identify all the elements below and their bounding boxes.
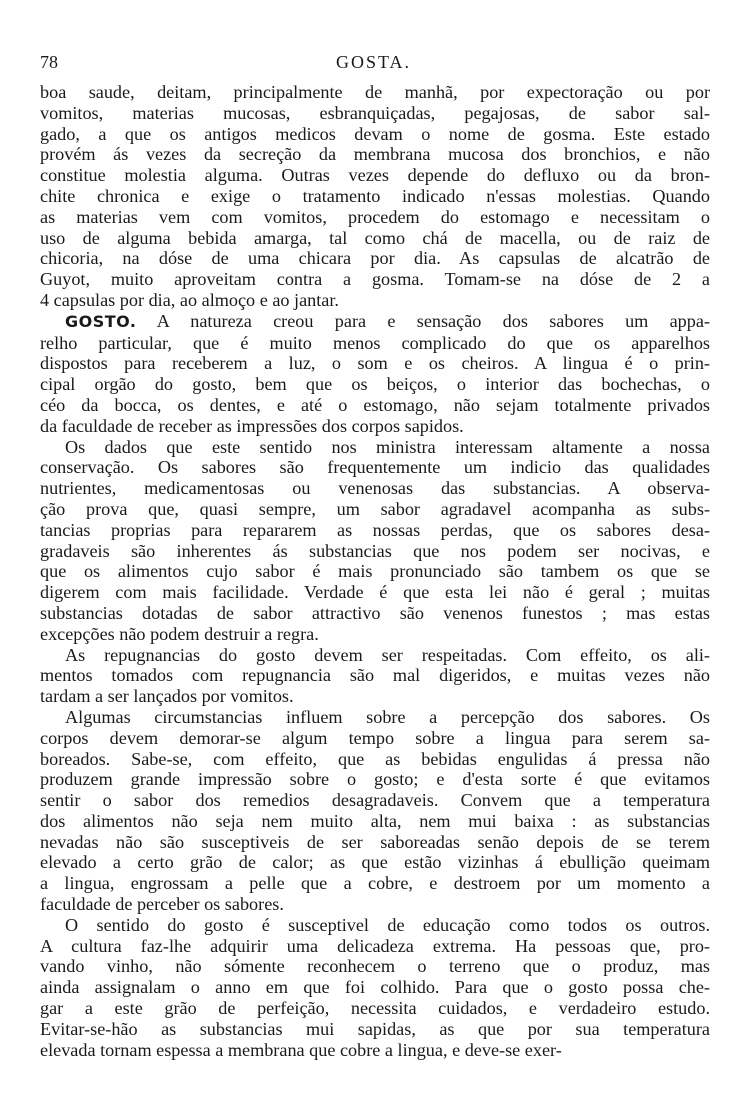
paragraph — [40, 707, 710, 915]
text-line: chite chronica e exige o tratamento indicado n'essas molestias. Quando — [40, 185, 710, 206]
text-line: conservação. Os sabores são frequentemente um indicio das qualidades — [40, 457, 710, 478]
text-line: boa saude, deitam, principalmente de manhã, por expectoração ou por — [40, 82, 710, 102]
entry-headword: GOSTO. — [65, 311, 137, 331]
text-line: elevada tornam espessa a membrana que cobre a lingua, e deve-se exer- — [40, 1039, 562, 1060]
text-line: gado, a que os antigos medicos devam o nome de gosma. Este estado — [40, 123, 710, 144]
text-line: O sentido do gosto é susceptivel de educação como todos os outros. — [65, 914, 710, 935]
text-line: excepções não podem destruir a regra. — [40, 623, 319, 644]
text-line: da faculdade de receber as impressões dos corpos sapidos. — [40, 415, 464, 436]
text-line: a lingua, engrossam a pelle que a cobre, e destroem por um momento a — [40, 873, 710, 894]
text-line: chicoria, na dóse de uma chicara por dia. As capsulas de alcatrão de — [40, 248, 710, 269]
text-line: sentir o sabor dos remedios desagradaveis. Convem que a temperatura — [40, 790, 710, 811]
text-line: corpos devem demorar-se algum tempo sobre a lingua para serem sa- — [40, 727, 710, 748]
text-line: faculdade de perceber os sabores. — [40, 894, 284, 915]
text-line: Os dados que este sentido nos ministra interessam altamente a nossa — [65, 436, 710, 457]
text-line: Algumas circumstancias influem sobre a percepção dos sabores. Os — [65, 706, 710, 727]
text-line: 4 capsulas por dia, ao almoço e ao jantar. — [40, 289, 339, 310]
text-line: A cultura faz-lhe adquirir uma delicadeza extrema. Ha pessoas que, pro- — [40, 935, 710, 956]
running-head: GOSTA. — [335, 52, 412, 72]
text-line: vando vinho, não sómente reconhecem o terreno que o produz, mas — [40, 956, 710, 977]
text-line: tardam a ser lançados por vomitos. — [40, 686, 294, 707]
paragraph — [40, 645, 710, 707]
text-line: Evitar-se-hão as substancias mui sapidas, as que por sua temperatura — [40, 1018, 710, 1039]
text-line: mentos tomados com repugnancia são mal digeridos, e muitas vezes não — [40, 665, 710, 686]
text-line: uso de alguma bebida amarga, tal como chá de macella, ou de raiz de — [40, 227, 710, 248]
text-line: nutrientes, medicamentosas ou venenosas das substancias. A observa- — [40, 478, 710, 499]
text-line: substancias dotadas de sabor attractivo são venenos funestos ; mas estas — [40, 602, 710, 623]
paragraph — [40, 82, 710, 311]
text-line: que os alimentos cujo sabor é mais pronunciado são tambem os que se — [40, 561, 710, 582]
text-line: provém ás vezes da secreção da membrana mucosa dos bronchios, e não — [40, 144, 710, 165]
paragraph — [40, 915, 710, 1061]
text-line: cipal orgão do gosto, bem que os beiços, o interior das bochechas, o — [40, 374, 710, 395]
page-number: 78 — [40, 52, 58, 72]
text-line: vomitos, materias mucosas, esbranquiçadas, pegajosas, de sabor sal- — [40, 102, 710, 123]
text-line: nevadas não são susceptiveis de ser saboreadas senão depois de se terem — [40, 831, 710, 852]
text-line: Guyot, muito aproveitam contra a gosma. Tomam-se na dóse de 2 a — [40, 269, 710, 290]
paragraph — [40, 311, 710, 437]
text-line: produzem grande impressão sobre o gosto; e d'esta sorte é que evitamos — [40, 769, 710, 790]
text-line: digerem com mais facilidade. Verdade é que esta lei não é geral ; muitas — [40, 582, 710, 603]
text-line: As repugnancias do gosto devem ser respeitadas. Com effeito, os ali- — [65, 644, 710, 665]
text-line: constitue molestia alguma. Outras vezes depende do defluxo ou da bron- — [40, 165, 710, 186]
text-line: boreados. Sabe-se, com effeito, que as bebidas engulidas á pressa não — [40, 748, 710, 769]
text-line: as materias vem com vomitos, procedem do estomago e necessitam o — [40, 206, 710, 227]
text-line: céo da bocca, os dentes, e até o estomago, não sejam totalmente privados — [40, 394, 710, 415]
text-line: dispostos para receberem a luz, o som e os cheiros. A lingua é o prin- — [40, 353, 710, 374]
text-line: tancias proprias para repararem as nossas perdas, que os sabores desa- — [40, 519, 710, 540]
page-header — [40, 52, 707, 76]
text-run: A natureza creou para e sensação dos sabores um appa- — [156, 310, 710, 331]
text-line — [40, 311, 710, 333]
text-line: gradaveis são inherentes ás substancias que nos podem ser nocivas, e — [40, 540, 710, 561]
text-line: dos alimentos não seja nem muito alta, nem mui baixa : as substancias — [40, 810, 710, 831]
text-line: ainda assignalam o anno em que foi colhido. Para que o gosto possa che- — [40, 977, 710, 998]
text-line: gar a este grão de perfeição, necessita cuidados, e verdadeiro estudo. — [40, 998, 710, 1019]
body-text — [40, 82, 710, 1060]
text-line: ção prova que, quasi sempre, um sabor agradavel acompanha as subs- — [40, 498, 710, 519]
text-line: relho particular, que é muito menos complicado do que os apparelhos — [40, 332, 710, 353]
text-line: elevado a certo grão de calor; as que estão vizinhas á ebullição queimam — [40, 852, 710, 873]
paragraph — [40, 437, 710, 645]
